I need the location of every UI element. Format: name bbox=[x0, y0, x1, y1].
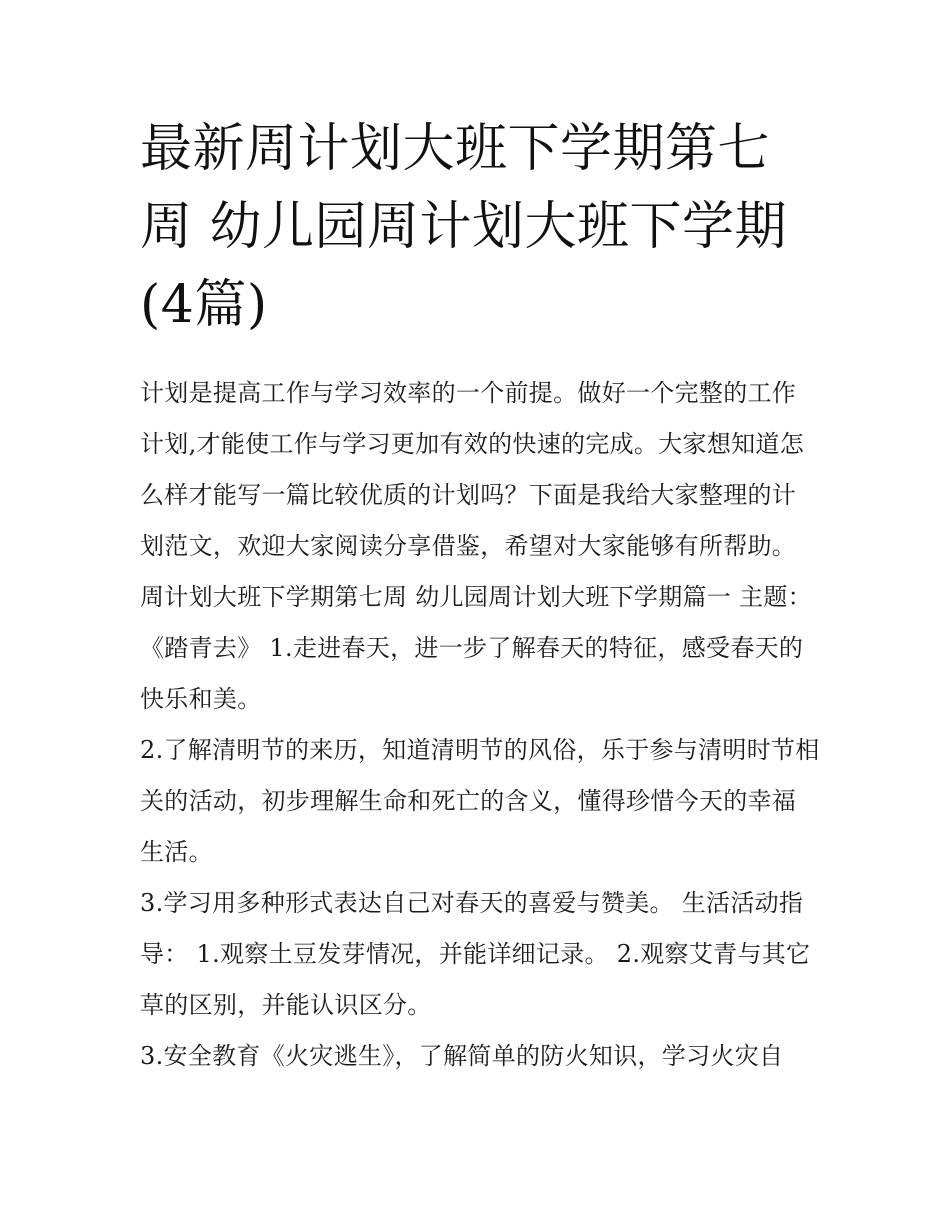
document-page bbox=[140, 110, 820, 1082]
paragraph-intro: 计划是提高工作与学习效率的一个前提。做好一个完整的工作计划,才能使工作与学习更加有效的快速的完成。大家想知道怎么样才能写一篇比较优质的计划吗？下面是我给大家整理的计划范文，欢迎大家阅读分享借鉴，希望对大家能够有所帮助。 bbox=[140, 379, 805, 560]
paragraph-safety: 3.安全教育《火灾逃生》，了解简单的防火知识，学习火灾自 bbox=[140, 1042, 784, 1070]
paragraph-goal-3: 3.学习用多种形式表达自己对春天的喜爱与赞美。 生活活动指导： 1.观察土豆发芽情况，并能详细记录。 2.观察艾青与其它草的区别，并能认识区分。 bbox=[140, 889, 811, 1019]
document-body bbox=[140, 368, 820, 1082]
document-title: 最新周计划大班下学期第七周 幼儿园周计划大班下学期(4篇) bbox=[140, 119, 788, 335]
paragraph-theme: 周计划大班下学期第七周 幼儿园周计划大班下学期篇一 主题：《踏青去》 1.走进春天，进一步了解春天的特征，感受春天的快乐和美。 bbox=[140, 583, 812, 713]
paragraph-goal-2: 2.了解清明节的来历，知道清明节的风俗，乐于参与清明时节相关的活动，初步理解生命和死亡的含义，懂得珍惜今天的幸福生活。 bbox=[140, 736, 820, 866]
